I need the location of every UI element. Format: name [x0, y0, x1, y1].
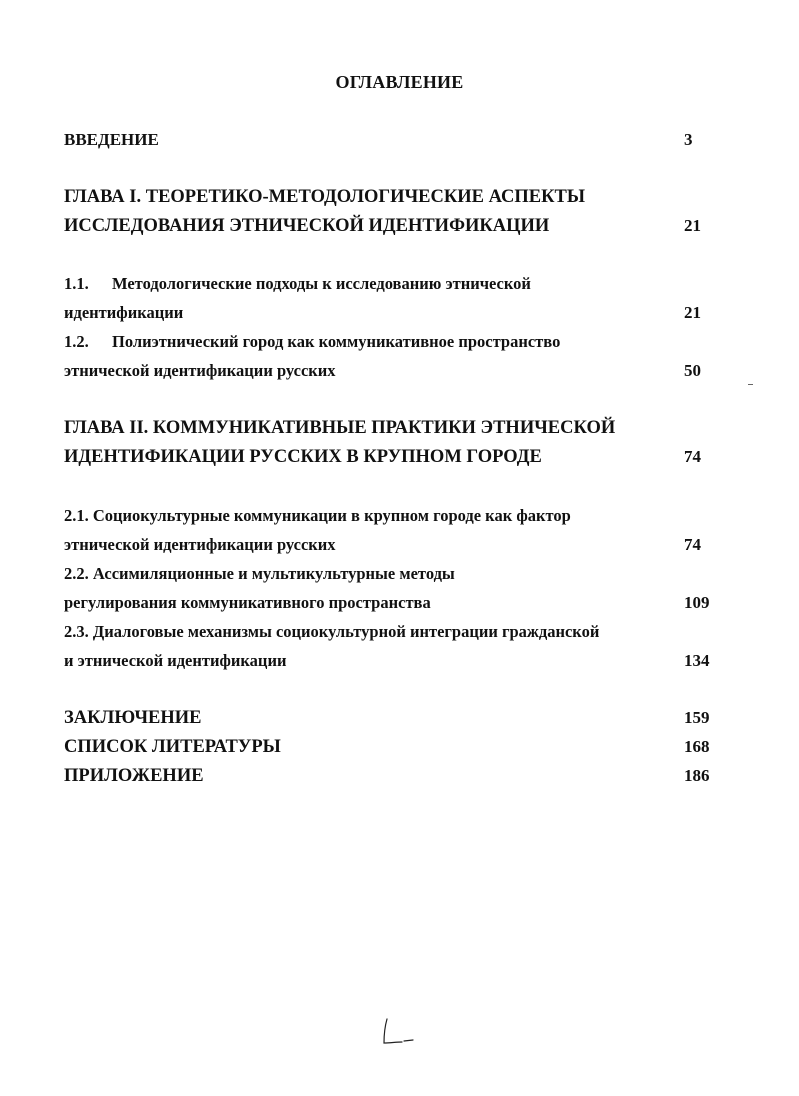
scan-mark	[748, 384, 753, 385]
toc-page-chapter1: 21	[684, 216, 701, 235]
toc-page-intro: 3	[684, 130, 693, 149]
toc-page-section-2-1: 74	[684, 535, 701, 554]
toc-section-2-2-line2[interactable]: регулирования коммуникативного пространства	[64, 593, 431, 612]
toc-entry-intro[interactable]: ВВЕДЕНИЕ	[64, 130, 159, 149]
toc-section-2-1-line2[interactable]: этнической идентификации русских	[64, 535, 336, 554]
toc-section-2-3-line2[interactable]: и этнической идентификации	[64, 651, 287, 670]
toc-section-1-2-title: Полиэтнический город как коммуникативное пространство	[112, 332, 561, 351]
toc-page-section-2-2: 109	[684, 593, 710, 612]
toc-section-1-2-line1[interactable]	[64, 332, 644, 352]
toc-chapter2-line1[interactable]: ГЛАВА II. КОММУНИКАТИВНЫЕ ПРАКТИКИ ЭТНИЧЕСКОЙ	[64, 418, 616, 438]
toc-section-2-3-line1[interactable]: 2.3. Диалоговые механизмы социокультурной интеграции гражданской	[64, 622, 600, 641]
toc-entry-conclusion[interactable]: ЗАКЛЮЧЕНИЕ	[64, 708, 202, 728]
page-title: ОГЛАВЛЕНИЕ	[335, 72, 464, 92]
toc-chapter1-line2[interactable]: ИССЛЕДОВАНИЯ ЭТНИЧЕСКОЙ ИДЕНТИФИКАЦИИ	[64, 216, 550, 236]
toc-chapter2-line2[interactable]: ИДЕНТИФИКАЦИИ РУССКИХ В КРУПНОМ ГОРОДЕ	[64, 447, 542, 467]
toc-section-1-1-line1[interactable]	[64, 274, 644, 294]
toc-entry-references[interactable]: СПИСОК ЛИТЕРАТУРЫ	[64, 737, 281, 757]
toc-section-1-2-number: 1.2.	[64, 332, 89, 351]
toc-section-2-2-line1[interactable]: 2.2. Ассимиляционные и мультикультурные методы	[64, 564, 455, 583]
toc-section-1-1-title: Методологические подходы к исследованию этнической	[112, 274, 531, 293]
toc-page-section-2-3: 134	[684, 651, 710, 670]
toc-section-1-1-number: 1.1.	[64, 274, 89, 293]
toc-page-references: 168	[684, 737, 710, 756]
toc-entry-appendix[interactable]: ПРИЛОЖЕНИЕ	[64, 766, 204, 786]
toc-page-section-1-2: 50	[684, 361, 701, 380]
toc-page-chapter2: 74	[684, 447, 701, 466]
toc-section-1-1-line2[interactable]: идентификации	[64, 303, 184, 322]
toc-chapter1-line1[interactable]: ГЛАВА I. ТЕОРЕТИКО-МЕТОДОЛОГИЧЕСКИЕ АСПЕКТЫ	[64, 187, 586, 207]
toc-page-section-1-1: 21	[684, 303, 701, 322]
toc-section-1-2-line2[interactable]: этнической идентификации русских	[64, 361, 336, 380]
toc-page-appendix: 186	[684, 766, 710, 785]
toc-page-conclusion: 159	[684, 708, 710, 727]
toc-section-2-1-line1[interactable]: 2.1. Социокультурные коммуникации в крупном городе как фактор	[64, 506, 571, 525]
handwritten-signature-icon	[378, 1016, 418, 1048]
